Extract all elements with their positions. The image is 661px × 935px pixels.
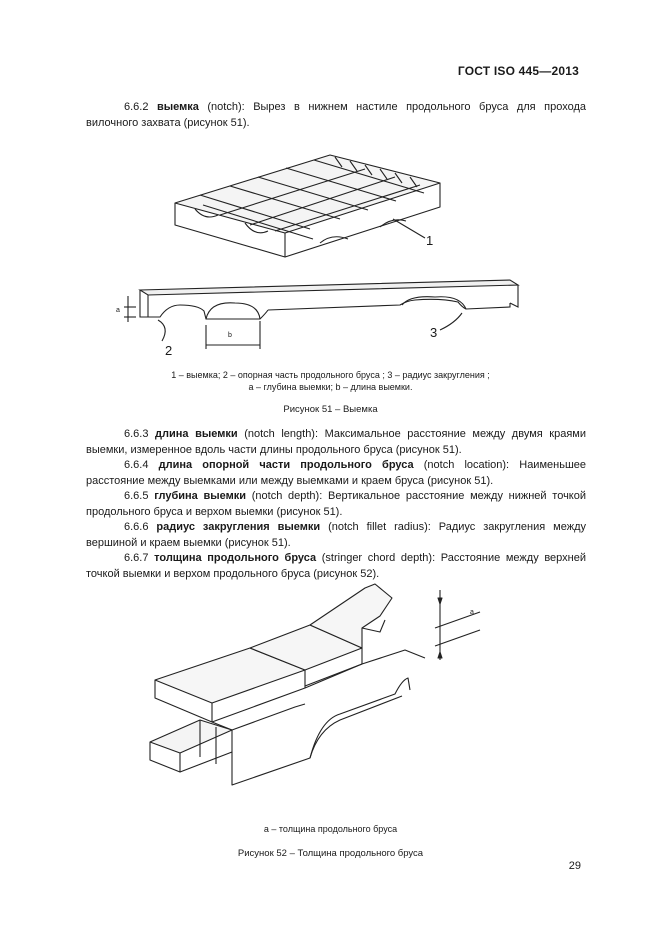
paragraph-6-6-4 — [86, 458, 586, 489]
section-number: 6.6.3 — [124, 428, 149, 440]
definition-text: Вырез в нижнем настиле продольного бруса для прохода вилочного захвата (рисунок 51). — [86, 101, 587, 129]
term-notch-length: длина выемки — [155, 428, 238, 440]
section-number: 6.6.6 — [124, 521, 149, 533]
term-english: (notch fillet radius): — [320, 521, 439, 533]
paragraph-6-6-6 — [86, 520, 586, 551]
definition-text: Вертикальное расстояние между нижней точкой продольного бруса и верхом выемки (рисунок 51). — [86, 490, 586, 518]
section-number: 6.6.7 — [124, 552, 149, 564]
term-stringer-chord-depth: толщина продольного бруса — [154, 552, 317, 564]
figure-51-drawing — [110, 145, 550, 370]
label-3: 3 — [430, 325, 438, 340]
figure-52-legend: a – толщина продольного бруса — [263, 824, 398, 834]
section-number: 6.6.4 — [124, 459, 149, 471]
figure-51-legend-line-2: a – глубина выемки; b – длина выемки. — [248, 382, 413, 392]
section-number: 6.6.5 — [124, 490, 149, 502]
term-english: (stringer chord depth): — [316, 552, 441, 564]
figure-51-legend-line-1: 1 – выемка; 2 – опорная часть продольного бруса ; 3 – радиус закругления ; — [171, 370, 490, 380]
label-a: a — [470, 609, 474, 616]
term-english: (notch length): — [237, 428, 325, 440]
definition-text: Расстояние между верхней точкой выемки и верхом продольного бруса (рисунок 52). — [86, 552, 587, 580]
definition-text: Наименьшее расстояние между выемками или между выемками и краем бруса (рисунок 51). — [86, 459, 587, 487]
page-header-standard: ГОСТ ISO 445—2013 — [457, 64, 579, 78]
label-a: a — [116, 307, 120, 314]
term-notch-fillet-radius: радиус закругления выемки — [156, 521, 321, 533]
label-1: 1 — [426, 233, 434, 248]
figure-51-title: Рисунок 51 – Выемка — [283, 404, 378, 415]
term-notch-location: длина опорной части продольного бруса — [158, 459, 414, 471]
definition-text: Радиус закругления между вершиной и краем выемки (рисунок 51). — [86, 521, 586, 549]
pallet-isometric — [175, 155, 440, 257]
figure-52-drawing — [140, 570, 510, 810]
paragraph-6-6-2 — [86, 100, 586, 131]
term-english: (notch location): — [413, 459, 520, 471]
page-number: 29 — [568, 860, 581, 872]
term-notch-depth: глубина выемки — [154, 490, 247, 502]
term-notch: выемка — [156, 101, 199, 113]
term-english: (notch depth): — [246, 490, 328, 502]
paragraph-6-6-3 — [86, 427, 586, 458]
figure-52-title: Рисунок 52 – Толщина продольного бруса — [237, 848, 424, 859]
stringer-profile — [124, 280, 518, 349]
term-english: (notch): — [198, 101, 254, 113]
paragraph-6-6-5 — [86, 489, 586, 520]
label-b: b — [228, 332, 232, 339]
stringer-isometric — [150, 584, 480, 785]
definition-text: Максимальное расстояние между двумя краями выемки, измеренное вдоль части длины продольного бруса (рисунок 51). — [86, 428, 586, 456]
section-number: 6.6.2 — [124, 101, 149, 113]
label-2: 2 — [165, 343, 173, 358]
